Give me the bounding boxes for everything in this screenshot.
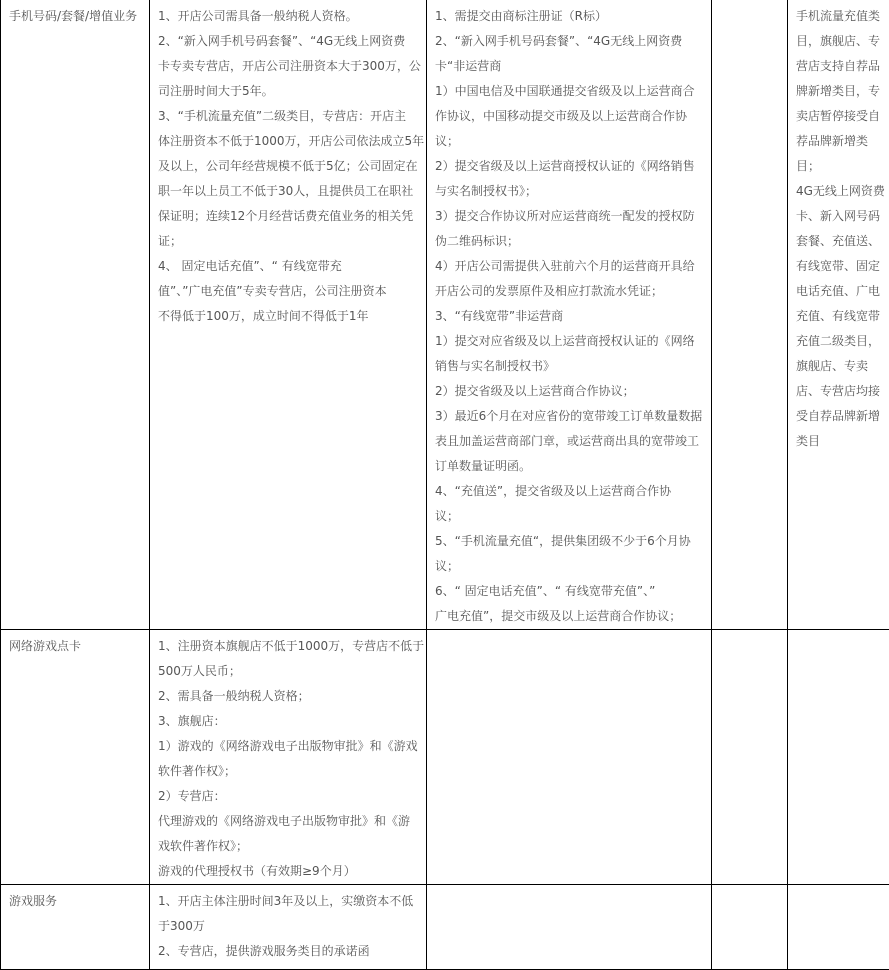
text-line: 套餐、充值送、 <box>796 229 881 254</box>
text-line: 1、注册资本旗舰店不低于1000万，专营店不低于 <box>158 634 418 659</box>
text-line: 2）提交省级及以上运营商授权认证的《网络销售 <box>435 154 703 179</box>
text-line: 伪二维码标识； <box>435 229 703 254</box>
text-line: 5、“手机流量充值“，提供集团级不少于6个月协 <box>435 529 703 554</box>
text-line: 保证明；连续12个月经营话费充值业务的相关凭 <box>158 204 418 229</box>
text-line: 值”、”广电充值”专卖专营店，公司注册资本 <box>158 279 418 304</box>
text-line: 受自荐品牌新增 <box>796 404 881 429</box>
text-line: 及以上，公司年经营规模不低于5亿；公司固定在 <box>158 154 418 179</box>
text-line: 1）提交对应省级及以上运营商授权认证的《网络 <box>435 329 703 354</box>
text-line: 订单数量证明函。 <box>435 454 703 479</box>
requirements-cell <box>150 885 427 970</box>
text-line: 3、“手机流量充值”二级类目，专营店：开店主 <box>158 104 418 129</box>
text-line: 1、需提交由商标注册证（R标） <box>435 4 703 29</box>
table-row <box>1 885 889 970</box>
empty-cell <box>712 885 788 970</box>
text-line: 议； <box>435 504 703 529</box>
text-line: 目，旗舰店、专 <box>796 29 881 54</box>
text-line: 作协议，中国移动提交市级及以上运营商合作协 <box>435 104 703 129</box>
category-cell <box>1 630 150 885</box>
text-line: 有线宽带、固定 <box>796 254 881 279</box>
text-line: 议； <box>435 554 703 579</box>
text-line: 4）开店公司需提供入驻前六个月的运营商开具给 <box>435 254 703 279</box>
empty-cell <box>712 630 788 885</box>
text-line: 不得低于100万，成立时间不得低于1年 <box>158 304 418 329</box>
text-line: 1）中国电信及中国联通提交省级及以上运营商合 <box>435 79 703 104</box>
text-line: 500万人民币； <box>158 659 418 684</box>
text-line: 1、开店主体注册时间3年及以上，实缴资本不低 <box>158 889 418 914</box>
text-line: 2、“新入网手机号码套餐”、“4G无线上网资费 <box>158 29 418 54</box>
table-row <box>1 630 889 885</box>
empty-cell <box>712 0 788 630</box>
text-line: 充值、有线宽带 <box>796 304 881 329</box>
text-line: 3、旗舰店： <box>158 709 418 734</box>
text-line: 开店公司的发票原件及相应打款流水凭证； <box>435 279 703 304</box>
text-line: 营店支持自荐品 <box>796 54 881 79</box>
text-line: 电话充值、广电 <box>796 279 881 304</box>
text-line: 司注册时间大于5年。 <box>158 79 418 104</box>
text-line: 软件著作权》； <box>158 759 418 784</box>
text-line: 卡专卖专营店，开店公司注册资本大于300万，公 <box>158 54 418 79</box>
text-line: 代理游戏的《网络游戏电子出版物审批》和《游 <box>158 809 418 834</box>
text-line: 游戏的代理授权书（有效期≥9个月） <box>158 859 418 884</box>
text-line: 与实名制授权书》； <box>435 179 703 204</box>
notes-cell <box>788 885 889 970</box>
text-line: 2、“新入网手机号码套餐”、“4G无线上网资费 <box>435 29 703 54</box>
text-line: 广电充值”，提交市级及以上运营商合作协议； <box>435 604 703 629</box>
category-label: 网络游戏点卡 <box>9 634 141 659</box>
text-line: 2、需具备一般纳税人资格； <box>158 684 418 709</box>
category-cell <box>1 0 150 630</box>
text-line: 目； <box>796 154 881 179</box>
requirements-cell <box>150 630 427 885</box>
text-line: 4、 固定电话充值”、“ 有线宽带充 <box>158 254 418 279</box>
category-cell <box>1 885 150 970</box>
text-line: 表且加盖运营商部门章，或运营商出具的宽带竣工 <box>435 429 703 454</box>
materials-cell <box>427 630 712 885</box>
text-line: 职一年以上员工不低于30人，且提供员工在职社 <box>158 179 418 204</box>
text-line: 2）提交省级及以上运营商合作协议； <box>435 379 703 404</box>
text-line: 4G无线上网资费 <box>796 179 881 204</box>
text-line: 3）提交合作协议所对应运营商统一配发的授权防 <box>435 204 703 229</box>
text-line: 卡“非运营商 <box>435 54 703 79</box>
text-line: 卖店暂停接受自 <box>796 104 881 129</box>
text-line: 销售与实名制授权书》 <box>435 354 703 379</box>
notes-cell <box>788 0 889 630</box>
materials-cell <box>427 885 712 970</box>
text-line: 戏软件著作权》； <box>158 834 418 859</box>
text-line: 充值二级类目， <box>796 329 881 354</box>
materials-cell <box>427 0 712 630</box>
text-line: 证； <box>158 229 418 254</box>
category-label: 手机号码/套餐/增值业务 <box>9 4 141 29</box>
text-line: 牌新增类目，专 <box>796 79 881 104</box>
text-line: 1、开店公司需具备一般纳税人资格。 <box>158 4 418 29</box>
text-line: 2）专营店： <box>158 784 418 809</box>
table-row <box>1 0 889 630</box>
text-line: 店、专营店均接 <box>796 379 881 404</box>
requirements-cell <box>150 0 427 630</box>
text-line: 荐品牌新增类 <box>796 129 881 154</box>
text-line: 手机流量充值类 <box>796 4 881 29</box>
text-line: 议； <box>435 129 703 154</box>
text-line: 3）最近6个月在对应省份的宽带竣工订单数量数据 <box>435 404 703 429</box>
text-line: 6、“ 固定电话充值”、“ 有线宽带充值”、” <box>435 579 703 604</box>
category-label: 游戏服务 <box>9 889 141 914</box>
text-line: 2、专营店，提供游戏服务类目的承诺函 <box>158 939 418 964</box>
text-line: 于300万 <box>158 914 418 939</box>
text-line: 3、“有线宽带”非运营商 <box>435 304 703 329</box>
text-line: 4、“充值送”，提交省级及以上运营商合作协 <box>435 479 703 504</box>
text-line: 卡、新入网号码 <box>796 204 881 229</box>
text-line: 类目 <box>796 429 881 454</box>
text-line: 体注册资本不低于1000万，开店公司依法成立5年 <box>158 129 418 154</box>
text-line: 1）游戏的《网络游戏电子出版物审批》和《游戏 <box>158 734 418 759</box>
notes-cell <box>788 630 889 885</box>
text-line: 旗舰店、专卖 <box>796 354 881 379</box>
